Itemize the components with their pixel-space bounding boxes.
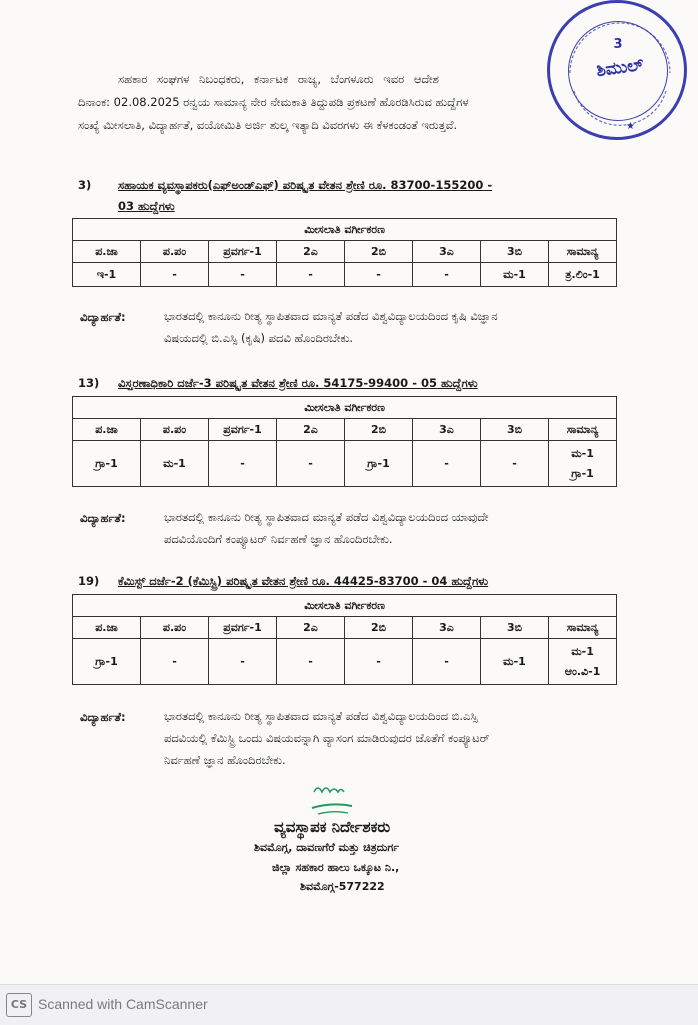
col-header: 3ಬಿ bbox=[481, 241, 549, 263]
table-cell: - bbox=[141, 639, 209, 685]
qualification-label: ವಿದ್ಯಾರ್ಹತೆ: bbox=[80, 511, 126, 525]
intro-line-1: ಸಹಕಾರ ಸಂಘಗಳ ನಿಬಂಧಕರು, ಕರ್ನಾಟಕ ರಾಜ್ಯ, ಬೆಂಗಳೂರು ಇವರ ಆದೇಶ bbox=[118, 72, 439, 86]
qualification-line-1: ಭಾರತದಲ್ಲಿ ಕಾನೂನು ರೀತ್ಯ ಸ್ಥಾಪಿತವಾದ ಮಾನ್ಯತೆ ಪಡೆದ ವಿಶ್ವವಿದ್ಯಾಲಯದಿಂದ ಬಿ.ಎಸ್ಸಿ bbox=[164, 709, 478, 723]
col-header: ಪ.ಜಾ bbox=[73, 241, 141, 263]
reservation-table bbox=[72, 594, 617, 685]
table-cell: - bbox=[209, 441, 277, 487]
table-cell: - bbox=[209, 639, 277, 685]
table-cell: - bbox=[277, 639, 345, 685]
signatory-title: ವ್ಯವಸ್ಥಾಪಕ ನಿರ್ದೇಶಕರು bbox=[274, 818, 391, 836]
signatory-org-line-3: ಶಿವಮೊಗ್ಗ-577222 bbox=[300, 880, 385, 893]
cell-line: ಗ್ರಾ-1 bbox=[571, 466, 594, 480]
col-header: 2ಬಿ bbox=[345, 419, 413, 441]
table-cell: - bbox=[413, 263, 481, 287]
cell-line: ಮ-1 bbox=[571, 446, 594, 460]
table-cell: - bbox=[209, 263, 277, 287]
table-cell: ಗ್ರಾ-1 bbox=[73, 441, 141, 487]
col-header: 3ಬಿ bbox=[481, 419, 549, 441]
col-header: 2ಎ bbox=[277, 617, 345, 639]
section-title: ಕೆಮಿಸ್ಟ್ ದರ್ಜೆ-2 (ಕೆಮಿಸ್ಟ್ರಿ) ಪರಿಷ್ಕೃತ ವೇತನ ಶ್ರೇಣಿ ರೂ. 44425-83700 - 04 ಹುದ್ದೆಗಳು bbox=[118, 574, 489, 588]
page-number: 3 bbox=[613, 37, 623, 52]
col-header: ಪ್ರವರ್ಗ-1 bbox=[209, 617, 277, 639]
table-cell: ಮ-1 bbox=[481, 639, 549, 685]
handwritten-signature-icon bbox=[308, 782, 358, 818]
table-header-row bbox=[73, 241, 617, 263]
intro-line-2: ದಿನಾಂಕ: 02.08.2025 ರನ್ವಯ ಸಾಮಾನ್ಯ ನೇರ ನೇಮಕಾತಿ ತಿದ್ದುಪಡಿ ಪ್ರಕಟಣೆ ಹೊರಡಿಸಿರುವ ಹುದ್ದೆಗಳ bbox=[78, 95, 469, 109]
table-row bbox=[73, 263, 617, 287]
table-header-row bbox=[73, 617, 617, 639]
col-header: 3ಎ bbox=[413, 617, 481, 639]
table-cell: - bbox=[345, 263, 413, 287]
table-cell: ಮ-1 bbox=[481, 263, 549, 287]
stamp-star-icon: ★ bbox=[626, 121, 635, 132]
intro-line-3: ಸಂಖ್ಯೆ ಮೀಸಲಾತಿ, ವಿದ್ಯಾರ್ಹತೆ, ವಯೋಮಿತಿ ಅರ್ಜಿ ಶುಲ್ಕ ಇತ್ಯಾದಿ ವಿವರಗಳು ಈ ಕೆಳಕಂಡಂತೆ ಇರುತ್ತವೆ. bbox=[78, 118, 458, 132]
table-row bbox=[73, 639, 617, 685]
table-header-row bbox=[73, 419, 617, 441]
signatory-org-line-2: ಜಿಲ್ಲಾ ಸಹಕಾರ ಹಾಲು ಒಕ್ಕೂಟ ನಿ., bbox=[272, 861, 400, 874]
section-number: 3) bbox=[78, 178, 92, 192]
qualification-line-1: ಭಾರತದಲ್ಲಿ ಕಾನೂನು ರೀತ್ಯ ಸ್ಥಾಪಿತವಾದ ಮಾನ್ಯತೆ ಪಡೆದ ವಿಶ್ವವಿದ್ಯಾಲಯದಿಂದ ಕೃಷಿ ವಿಜ್ಞಾನ bbox=[164, 309, 498, 323]
col-header: 2ಬಿ bbox=[345, 617, 413, 639]
table-cell: - bbox=[413, 639, 481, 685]
col-header: ಸಾಮಾನ್ಯ bbox=[549, 241, 617, 263]
col-header: 3ಎ bbox=[413, 241, 481, 263]
table-cell: ಗ್ರಾ-1 bbox=[345, 441, 413, 487]
table-cell: - bbox=[277, 263, 345, 287]
cell-line: ಮ-1 bbox=[571, 644, 594, 658]
qualification-line-3: ನಿರ್ವಹಣೆ ಜ್ಞಾನ ಹೊಂದಿರಬೇಕು. bbox=[164, 753, 286, 767]
section-title-line-2: 03 ಹುದ್ದೆಗಳು bbox=[118, 199, 175, 213]
section-title: ಸಹಾಯಕ ವ್ಯವಸ್ಥಾಪಕರು(ಎಫ್‌ಅಂಡ್‌ಎಫ್) ಪರಿಷ್ಕೃತ ವೇತನ ಶ್ರೇಣಿ ರೂ. 83700-155200 - bbox=[118, 178, 493, 192]
col-header: ಪ.ಪಂ bbox=[141, 617, 209, 639]
col-header: ಪ.ಪಂ bbox=[141, 419, 209, 441]
col-header: 2ಬಿ bbox=[345, 241, 413, 263]
stamp-name: ಶಿಮುಲ್ bbox=[595, 54, 645, 82]
col-header: ಪ.ಜಾ bbox=[73, 617, 141, 639]
table-cell: - bbox=[277, 441, 345, 487]
qualification-line-2: ಪದವಿಯೊಂದಿಗೆ ಕಂಪ್ಯೂಟರ್ ನಿರ್ವಹಣೆ ಜ್ಞಾನ ಹೊಂದಿರಬೇಕು. bbox=[164, 532, 393, 546]
col-header: ಸಾಮಾನ್ಯ bbox=[549, 419, 617, 441]
col-header: 2ಎ bbox=[277, 419, 345, 441]
col-header: ಪ.ಪಂ bbox=[141, 241, 209, 263]
section-number: 13) bbox=[78, 376, 100, 390]
qualification-label: ವಿದ್ಯಾರ್ಹತೆ: bbox=[80, 310, 126, 324]
table-cell bbox=[549, 639, 617, 685]
table-cell: - bbox=[345, 639, 413, 685]
col-header: 3ಎ bbox=[413, 419, 481, 441]
table-cell: ಇ-1 bbox=[73, 263, 141, 287]
col-header: 2ಎ bbox=[277, 241, 345, 263]
table-cell: - bbox=[481, 441, 549, 487]
table-row bbox=[73, 441, 617, 487]
reservation-table bbox=[72, 218, 617, 287]
qualification-line-1: ಭಾರತದಲ್ಲಿ ಕಾನೂನು ರೀತ್ಯ ಸ್ಥಾಪಿತವಾದ ಮಾನ್ಯತೆ ಪಡೆದ ವಿಶ್ವವಿದ್ಯಾಲಯದಿಂದ ಯಾವುದೇ bbox=[164, 510, 489, 524]
table-cell: - bbox=[413, 441, 481, 487]
cell-line: ಆಂ.ವಿ-1 bbox=[564, 664, 601, 678]
table-cell: - bbox=[141, 263, 209, 287]
col-header: ಸಾಮಾನ್ಯ bbox=[549, 617, 617, 639]
col-header: 3ಬಿ bbox=[481, 617, 549, 639]
qualification-line-2: ವಿಷಯದಲ್ಲಿ ಬಿ.ಎಸ್ಸಿ (ಕೃಷಿ) ಪದವಿ ಹೊಂದಿರಬೇಕು. bbox=[164, 331, 354, 345]
qualification-label: ವಿದ್ಯಾರ್ಹತೆ: bbox=[80, 710, 126, 724]
table-cell: ಗ್ರಾ-1 bbox=[73, 639, 141, 685]
scanner-label: Scanned with CamScanner bbox=[38, 996, 208, 1012]
signatory-org-line-1: ಶಿವಮೊಗ್ಗ, ದಾವಣಗೆರೆ ಮತ್ತು ಚಿತ್ರದುರ್ಗ bbox=[254, 841, 400, 854]
table-caption: ಮೀಸಲಾತಿ ವರ್ಗೀಕರಣ bbox=[73, 397, 617, 419]
reservation-table bbox=[72, 396, 617, 487]
table-caption: ಮೀಸಲಾತಿ ವರ್ಗೀಕರಣ bbox=[73, 595, 617, 617]
scanner-footer bbox=[0, 984, 698, 1025]
table-cell: ತ್ರ.ಲಿಂ-1 bbox=[549, 263, 617, 287]
section-number: 19) bbox=[78, 574, 100, 588]
section-title: ವಿಸ್ತರಣಾಧಿಕಾರಿ ದರ್ಜೆ-3 ಪರಿಷ್ಕೃತ ವೇತನ ಶ್ರೇಣಿ ರೂ. 54175-99400 - 05 ಹುದ್ದೆಗಳು bbox=[118, 376, 478, 390]
qualification-line-2: ಪದವಿಯಲ್ಲಿ ಕೆಮಿಸ್ಟ್ರಿ ಒಂದು ವಿಷಯವನ್ನಾಗಿ ವ್ಯಾಸಂಗ ಮಾಡಿರುವುದರ ಜೊತೆಗೆ ಕಂಪ್ಯೂಟರ್ bbox=[164, 731, 490, 745]
table-cell: ಮ-1 bbox=[141, 441, 209, 487]
col-header: ಪ್ರವರ್ಗ-1 bbox=[209, 419, 277, 441]
camscanner-logo-icon: CS bbox=[6, 993, 32, 1017]
table-cell bbox=[549, 441, 617, 487]
col-header: ಪ್ರವರ್ಗ-1 bbox=[209, 241, 277, 263]
col-header: ಪ.ಜಾ bbox=[73, 419, 141, 441]
table-caption: ಮೀಸಲಾತಿ ವರ್ಗೀಕರಣ bbox=[73, 219, 617, 241]
